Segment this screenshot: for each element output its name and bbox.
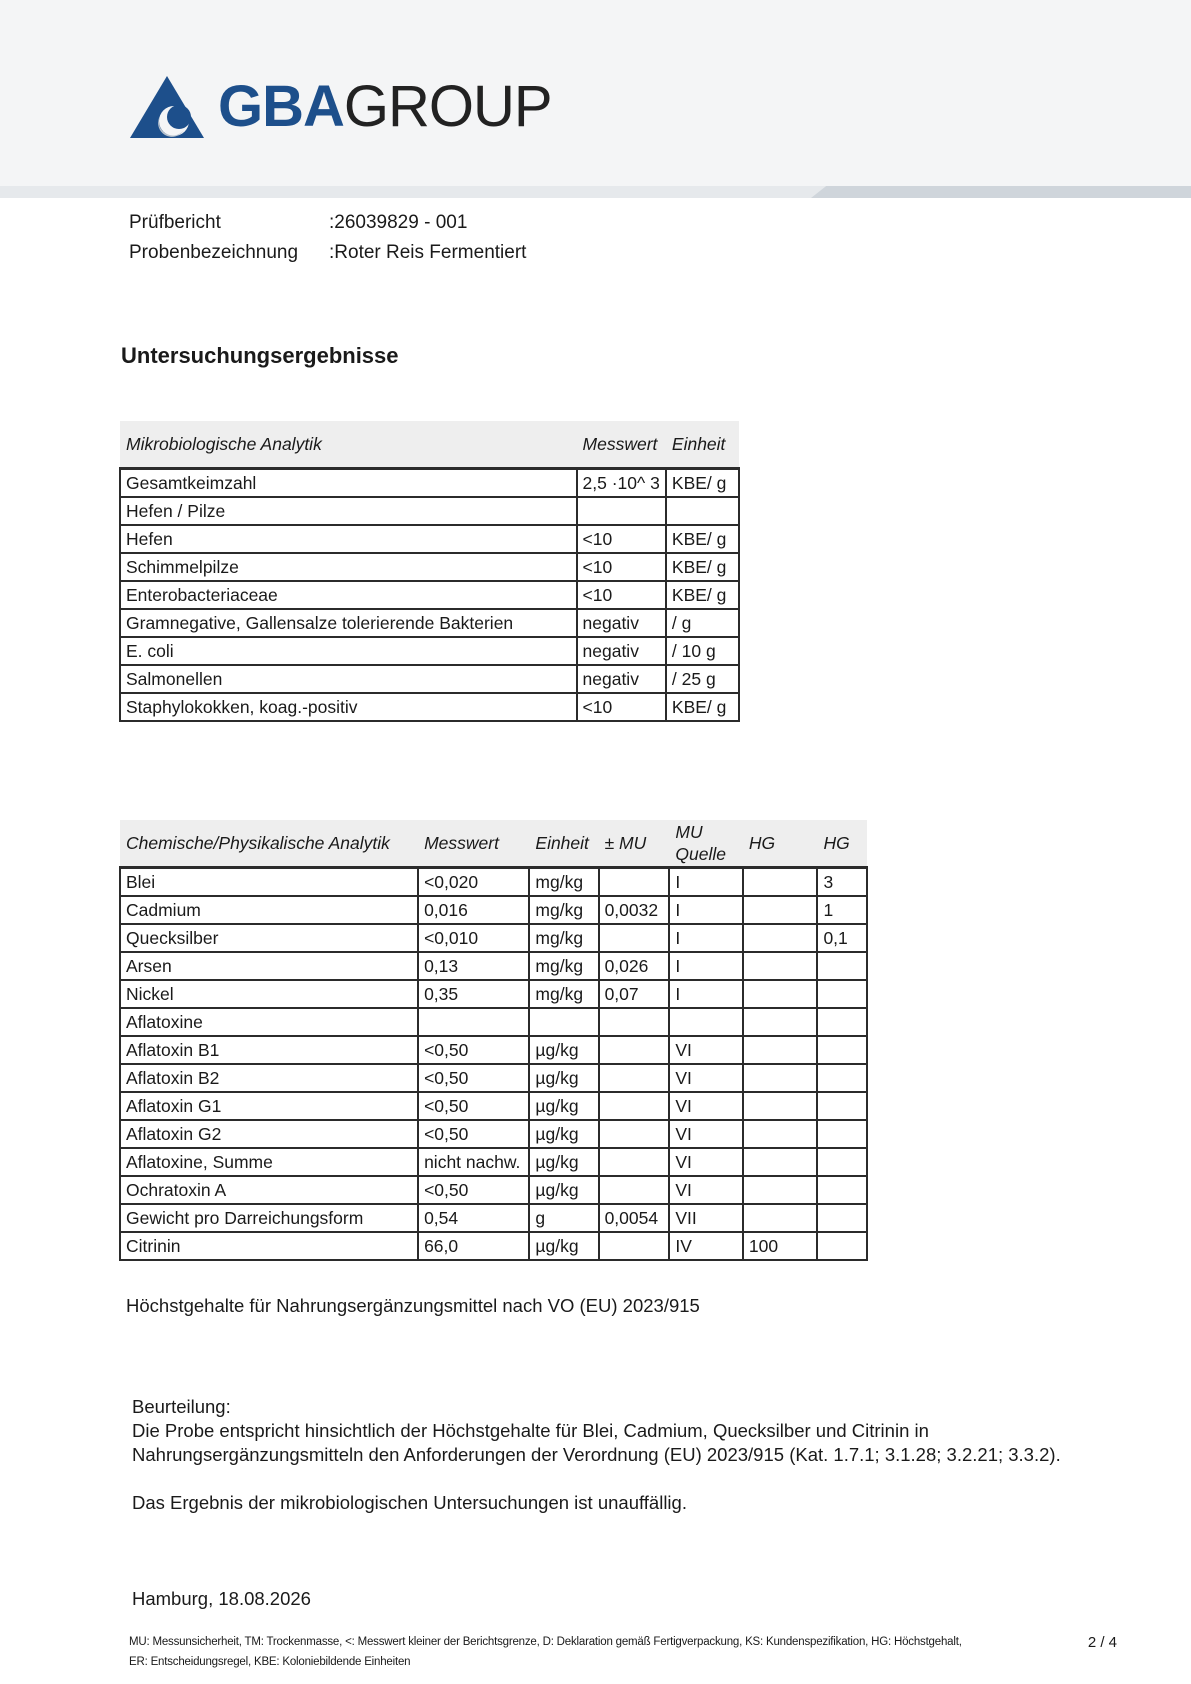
analyte-hg-2 — [817, 1176, 867, 1204]
report-meta — [129, 208, 526, 268]
chem-header-mu: ± MU — [599, 820, 670, 868]
micro-table — [119, 421, 740, 722]
analyte-name: Enterobacteriaceae — [120, 581, 577, 609]
table-row — [120, 1120, 867, 1148]
analyte-name: Hefen — [120, 525, 577, 553]
sample-name-value: :Roter Reis Fermentiert — [329, 242, 527, 263]
analyte-name: Aflatoxin B2 — [120, 1064, 418, 1092]
analyte-hg-2 — [817, 1008, 867, 1036]
analyte-name: Salmonellen — [120, 665, 577, 693]
analyte-unit: mg/kg — [529, 896, 598, 924]
assessment — [132, 1395, 1062, 1515]
table-row — [120, 609, 739, 637]
analyte-unit: KBE/ g — [666, 553, 739, 581]
analyte-mu-source: I — [669, 980, 743, 1008]
analyte-unit: KBE/ g — [666, 693, 739, 721]
assessment-text-2: Das Ergebnis der mikrobiologischen Untersuchungen ist unauffällig. — [132, 1492, 687, 1513]
analyte-mu — [599, 1120, 670, 1148]
micro-header-value: Messwert — [577, 421, 666, 469]
analyte-hg-1 — [743, 896, 818, 924]
analyte-name: Quecksilber — [120, 924, 418, 952]
analyte-unit: µg/kg — [529, 1120, 598, 1148]
table-row — [120, 924, 867, 952]
header-stripe-accent — [811, 186, 1191, 198]
analyte-hg-2 — [817, 1204, 867, 1232]
analyte-mu-source: VII — [669, 1204, 743, 1232]
table-row — [120, 553, 739, 581]
analyte-unit — [666, 497, 739, 525]
chem-header-hg-1: HG — [743, 820, 818, 868]
analyte-hg-1 — [743, 1064, 818, 1092]
analyte-mu — [599, 868, 670, 897]
analyte-value: <0,50 — [418, 1176, 529, 1204]
analyte-hg-2 — [817, 1036, 867, 1064]
analyte-value: 0,35 — [418, 980, 529, 1008]
analyte-value: 0,54 — [418, 1204, 529, 1232]
analyte-mu — [599, 1148, 670, 1176]
analyte-unit: KBE/ g — [666, 581, 739, 609]
analyte-unit: µg/kg — [529, 1036, 598, 1064]
analyte-value: negativ — [577, 637, 666, 665]
hg-note: Höchstgehalte für Nahrungsergänzungsmittel nach VO (EU) 2023/915 — [126, 1295, 700, 1316]
analyte-mu-source: VI — [669, 1176, 743, 1204]
analyte-mu-source: I — [669, 896, 743, 924]
analyte-mu — [599, 1176, 670, 1204]
analyte-mu — [599, 1092, 670, 1120]
analyte-name: Gramnegative, Gallensalze tolerierende Bakterien — [120, 609, 577, 637]
analyte-value: <10 — [577, 581, 666, 609]
logo-text-light: GROUP — [343, 74, 552, 139]
logo-triangle-icon — [130, 76, 204, 138]
section-title: Untersuchungsergebnisse — [121, 343, 399, 368]
abbreviations-footer — [129, 1632, 989, 1672]
analyte-hg-2 — [817, 952, 867, 980]
analyte-value: 2,5 ·10^ 3 — [577, 469, 666, 498]
page-number: 2 / 4 — [1087, 1634, 1117, 1651]
analyte-unit: / g — [666, 609, 739, 637]
analyte-value: 0,13 — [418, 952, 529, 980]
analyte-unit: µg/kg — [529, 1232, 598, 1260]
table-row — [120, 1176, 867, 1204]
analyte-name: Blei — [120, 868, 418, 897]
analyte-name: Gewicht pro Darreichungsform — [120, 1204, 418, 1232]
chem-header-hg-2: HG — [817, 820, 867, 868]
analyte-value: <0,50 — [418, 1036, 529, 1064]
analyte-name: Aflatoxine — [120, 1008, 418, 1036]
analyte-mu — [599, 1008, 670, 1036]
analyte-value: 0,016 — [418, 896, 529, 924]
table-row — [120, 1036, 867, 1064]
table-row — [120, 637, 739, 665]
analyte-hg-2 — [817, 1232, 867, 1260]
analyte-mu-source: VI — [669, 1120, 743, 1148]
analyte-hg-1 — [743, 1204, 818, 1232]
table-row — [120, 1064, 867, 1092]
analyte-hg-1 — [743, 868, 818, 897]
abbreviations-line-1: MU: Messunsicherheit, TM: Trockenmasse, <: Messwert kleiner der Berichtsgrenze, D: Deklaration gemäß Fertigverpackung, KS: Kundenspezifikation, HG: Höchstgehalt, — [129, 1636, 962, 1648]
table-row — [120, 868, 867, 897]
table-row — [120, 1204, 867, 1232]
analyte-name: Aflatoxin G1 — [120, 1092, 418, 1120]
analyte-hg-1 — [743, 1092, 818, 1120]
analyte-mu-source: VI — [669, 1092, 743, 1120]
table-row — [120, 497, 739, 525]
analyte-mu: 0,0054 — [599, 1204, 670, 1232]
analyte-name: Aflatoxin B1 — [120, 1036, 418, 1064]
analyte-unit: µg/kg — [529, 1176, 598, 1204]
place-date: Hamburg, 18.08.2026 — [132, 1588, 311, 1609]
analyte-mu-source: I — [669, 924, 743, 952]
analyte-hg-1 — [743, 1176, 818, 1204]
assessment-heading: Beurteilung: — [132, 1396, 231, 1417]
analyte-value: <0,020 — [418, 868, 529, 897]
analyte-hg-2 — [817, 1120, 867, 1148]
table-row — [120, 896, 867, 924]
analyte-mu: 0,0032 — [599, 896, 670, 924]
analyte-unit: mg/kg — [529, 924, 598, 952]
analyte-hg-2 — [817, 1064, 867, 1092]
analyte-hg-1 — [743, 1008, 818, 1036]
analyte-hg-1 — [743, 1036, 818, 1064]
table-row — [120, 1148, 867, 1176]
analyte-name: Gesamtkeimzahl — [120, 469, 577, 498]
analyte-value: <10 — [577, 553, 666, 581]
analyte-unit: mg/kg — [529, 952, 598, 980]
analyte-mu: 0,026 — [599, 952, 670, 980]
analyte-value: negativ — [577, 609, 666, 637]
analyte-name: Nickel — [120, 980, 418, 1008]
analyte-hg-1 — [743, 1148, 818, 1176]
sample-name-label: Probenbezeichnung — [129, 242, 299, 263]
analyte-mu — [599, 924, 670, 952]
analyte-hg-1 — [743, 1120, 818, 1148]
table-row — [120, 525, 739, 553]
analyte-value: 66,0 — [418, 1232, 529, 1260]
analyte-value: <0,50 — [418, 1092, 529, 1120]
chem-header-row — [120, 820, 867, 868]
chem-header-analysis: Chemische/Physikalische Analytik — [120, 820, 418, 868]
table-row — [120, 469, 739, 498]
assessment-text-1: Die Probe entspricht hinsichtlich der Höchstgehalte für Blei, Cadmium, Quecksilber und Citrinin in Nahrungsergänzungsmitteln den Anforderungen der Verordnung (EU) 2023/915 (Kat. 1.7.1; 3.1.28; 3.2.21; 3.3.2). — [132, 1420, 1061, 1465]
table-row — [120, 1008, 867, 1036]
analyte-mu-source: I — [669, 952, 743, 980]
analyte-unit: µg/kg — [529, 1148, 598, 1176]
micro-header-row — [120, 421, 739, 469]
analyte-name: Citrinin — [120, 1232, 418, 1260]
chem-table — [119, 820, 868, 1261]
analyte-name: Cadmium — [120, 896, 418, 924]
analyte-hg-1 — [743, 924, 818, 952]
analyte-mu-source: VI — [669, 1036, 743, 1064]
analyte-unit: / 25 g — [666, 665, 739, 693]
micro-header-unit: Einheit — [666, 421, 739, 469]
analyte-hg-2 — [817, 980, 867, 1008]
company-logo — [130, 76, 552, 138]
analyte-unit: mg/kg — [529, 980, 598, 1008]
table-row — [120, 1092, 867, 1120]
analyte-mu — [599, 1064, 670, 1092]
analyte-value — [577, 497, 666, 525]
analyte-hg-2: 0,1 — [817, 924, 867, 952]
analyte-mu-source: I — [669, 868, 743, 897]
report-number-value: :26039829 - 001 — [329, 212, 468, 233]
table-row — [120, 665, 739, 693]
assessment-spacer — [132, 1467, 1062, 1491]
analyte-mu-source: IV — [669, 1232, 743, 1260]
table-row — [120, 980, 867, 1008]
report-number-label: Prüfbericht — [129, 212, 221, 233]
analyte-value: <0,50 — [418, 1064, 529, 1092]
table-row — [120, 1232, 867, 1260]
abbreviations-line-2: ER: Entscheidungsregel, KBE: Koloniebildende Einheiten — [129, 1656, 411, 1668]
analyte-hg-1 — [743, 980, 818, 1008]
analyte-mu: 0,07 — [599, 980, 670, 1008]
analyte-unit: KBE/ g — [666, 525, 739, 553]
table-row — [120, 952, 867, 980]
analyte-mu — [599, 1036, 670, 1064]
analyte-hg-1: 100 — [743, 1232, 818, 1260]
analyte-hg-2 — [817, 1092, 867, 1120]
analyte-name: Aflatoxin G2 — [120, 1120, 418, 1148]
analyte-hg-2: 1 — [817, 896, 867, 924]
analyte-name: Ochratoxin A — [120, 1176, 418, 1204]
analyte-unit: KBE/ g — [666, 469, 739, 498]
sample-name-row — [129, 238, 526, 268]
analyte-mu-source — [669, 1008, 743, 1036]
analyte-mu — [599, 1232, 670, 1260]
analyte-name: Schimmelpilze — [120, 553, 577, 581]
analyte-hg-2: 3 — [817, 868, 867, 897]
analyte-mu-source: VI — [669, 1148, 743, 1176]
table-row — [120, 693, 739, 721]
report-number-row — [129, 208, 526, 238]
analyte-unit: g — [529, 1204, 598, 1232]
analyte-value: negativ — [577, 665, 666, 693]
analyte-value: nicht nachw. — [418, 1148, 529, 1176]
analyte-unit: µg/kg — [529, 1064, 598, 1092]
chem-header-mu-source: MU Quelle — [669, 820, 743, 868]
analyte-name: Aflatoxine, Summe — [120, 1148, 418, 1176]
analyte-value: <0,50 — [418, 1120, 529, 1148]
logo-wordmark — [218, 74, 552, 139]
analyte-name: E. coli — [120, 637, 577, 665]
analyte-name: Staphylokokken, koag.-positiv — [120, 693, 577, 721]
analyte-value: <10 — [577, 525, 666, 553]
analyte-value — [418, 1008, 529, 1036]
analyte-unit: µg/kg — [529, 1092, 598, 1120]
logo-text-bold: GBA — [218, 74, 344, 139]
analyte-hg-1 — [743, 952, 818, 980]
chem-header-unit: Einheit — [529, 820, 598, 868]
analyte-name: Arsen — [120, 952, 418, 980]
micro-header-analysis: Mikrobiologische Analytik — [120, 421, 577, 469]
analyte-hg-2 — [817, 1148, 867, 1176]
analyte-name: Hefen / Pilze — [120, 497, 577, 525]
table-row — [120, 581, 739, 609]
analyte-unit — [529, 1008, 598, 1036]
analyte-value: <0,010 — [418, 924, 529, 952]
analyte-unit: mg/kg — [529, 868, 598, 897]
analyte-unit: / 10 g — [666, 637, 739, 665]
chem-header-value: Messwert — [418, 820, 529, 868]
analyte-value: <10 — [577, 693, 666, 721]
analyte-mu-source: VI — [669, 1064, 743, 1092]
